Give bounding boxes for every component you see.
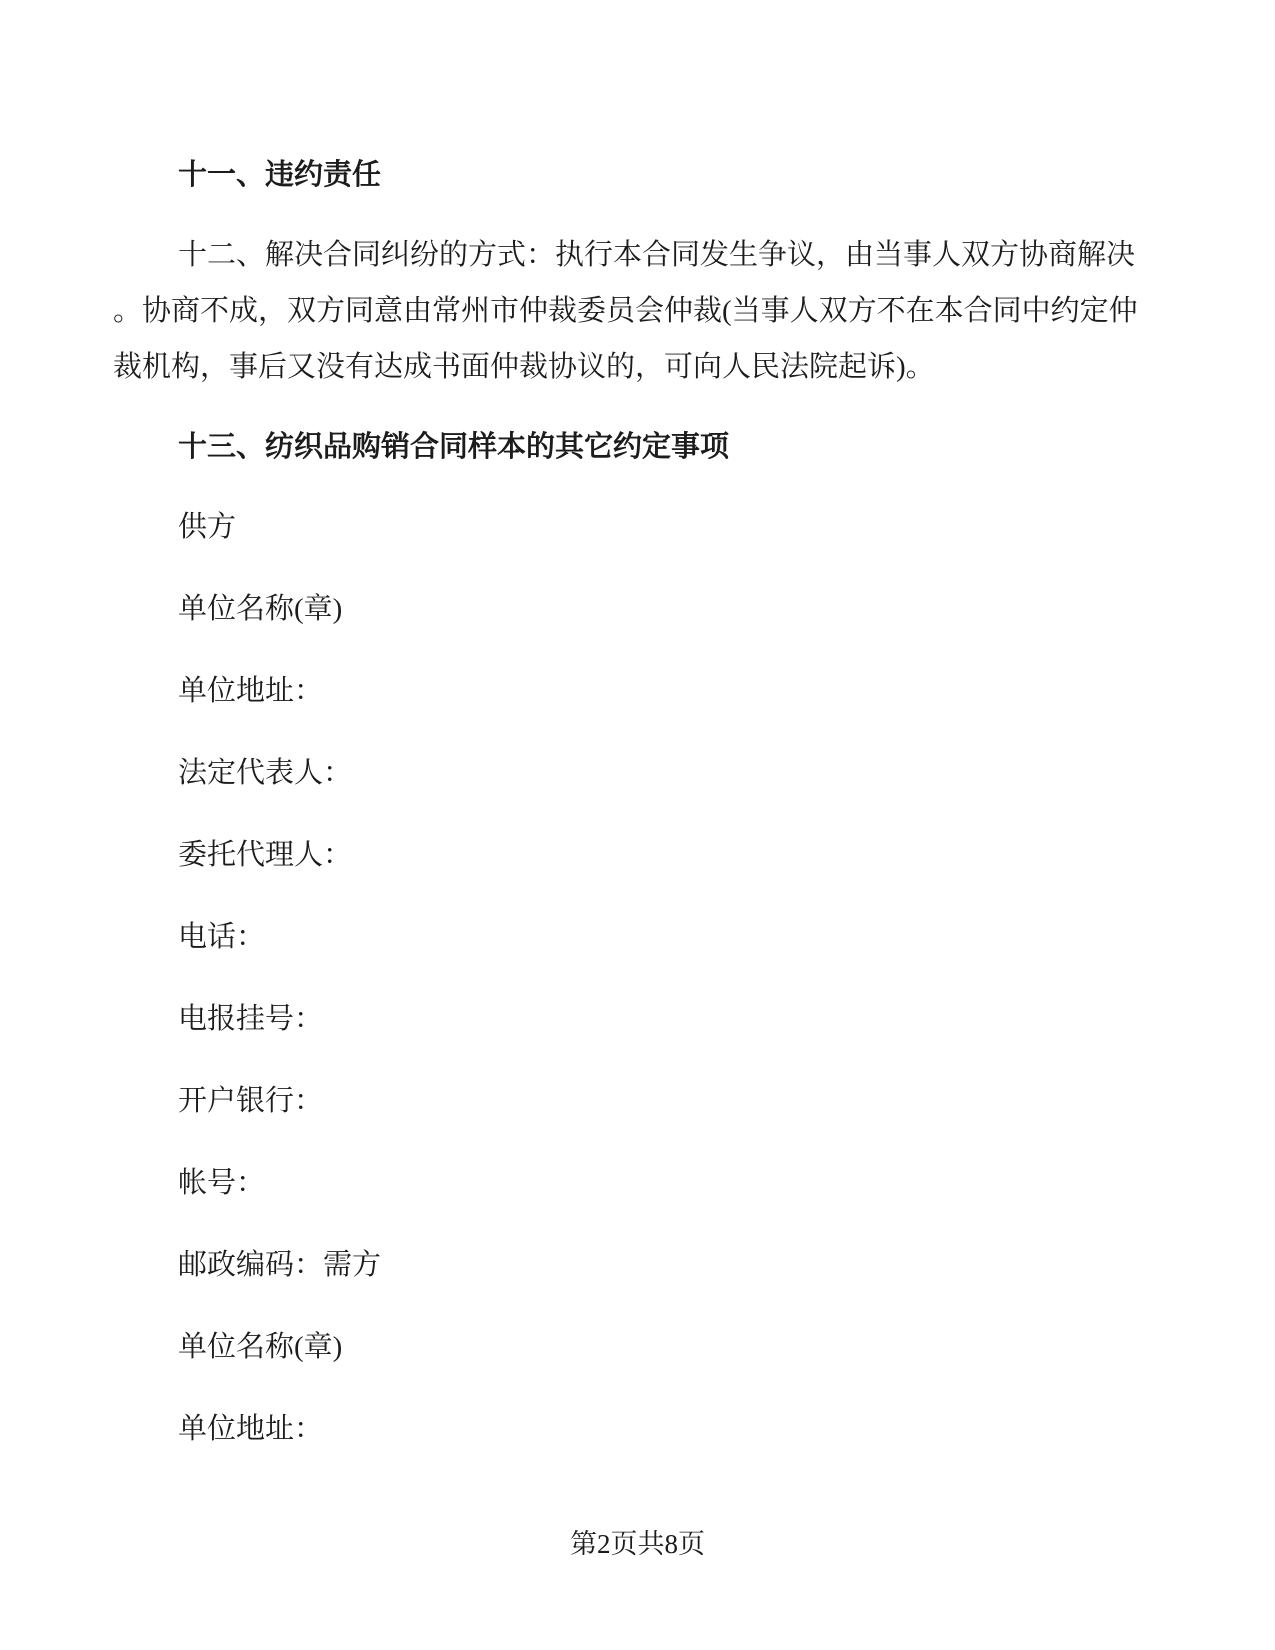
field-label-unit-name-seal-2: 单位名称(章) (178, 1331, 343, 1363)
field-label-unit-address-2: 单位地址： (178, 1413, 324, 1445)
field-label-account-number: 帐号： (178, 1167, 266, 1199)
paragraph-line: 。协商不成，双方同意由常州市仲裁委员会仲裁(当事人双方不在本合同中约定仲 (113, 295, 1138, 327)
section-heading-other-agreed-matters: 十三、纺织品购销合同样本的其它约定事项 (178, 431, 730, 463)
field-label-legal-representative: 法定代表人： (178, 757, 353, 789)
field-label-unit-address: 单位地址： (178, 675, 324, 707)
paragraph-line: 十二、解决合同纠纷的方式：执行本合同发生争议，由当事人双方协商解决 (178, 239, 1136, 271)
field-label-unit-name-seal: 单位名称(章) (178, 593, 343, 625)
section-heading-breach-liability: 十一、违约责任 (178, 159, 382, 191)
field-label-postal-code-buyer: 邮政编码：需方 (178, 1249, 382, 1281)
field-label-entrusted-agent: 委托代理人： (178, 839, 353, 871)
paragraph-line: 裁机构，事后又没有达成书面仲裁协议的，可向人民法院起诉)。 (113, 351, 935, 383)
page-number-footer: 第2页共8页 (570, 1529, 705, 1559)
field-label-telephone: 电话： (178, 921, 266, 953)
section-paragraph-dispute-resolution (113, 227, 1150, 395)
field-label-supplier: 供方 (178, 511, 237, 543)
field-label-opening-bank: 开户银行： (178, 1085, 324, 1117)
field-label-telegraph-number: 电报挂号： (178, 1003, 324, 1035)
